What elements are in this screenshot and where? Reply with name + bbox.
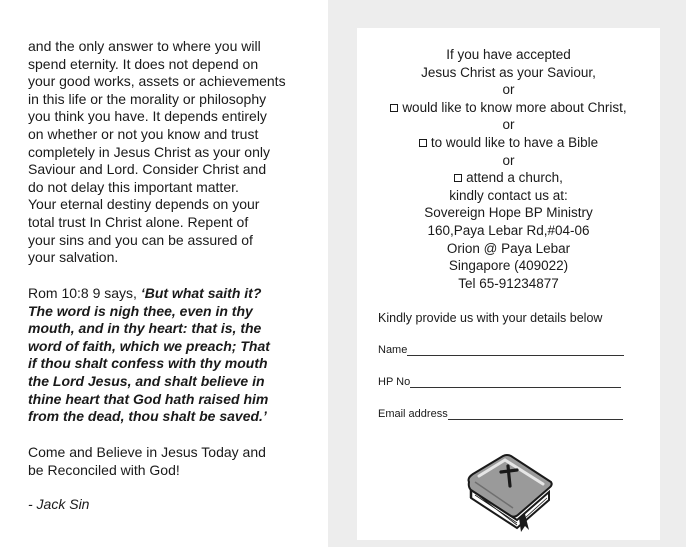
- option-label: to would like to have a Bible: [430, 134, 599, 150]
- verse-quote-line: ‘But what saith it?: [140, 285, 262, 301]
- hp-label: HP No: [378, 376, 411, 388]
- body-paragraph: [28, 38, 328, 267]
- left-page: [0, 0, 328, 547]
- address-line: Singapore (409022): [448, 258, 569, 274]
- paragraph-line: your sins and you can be assured of: [28, 231, 253, 248]
- paragraph-line: you think you have. It depends entirely: [28, 108, 267, 125]
- paragraph-line: spend eternity. It does not depend on: [28, 55, 259, 72]
- paragraph-line: your good works, assets or achievements: [28, 73, 286, 90]
- verse-quote-line: from the dead, thou shalt be saved.’: [28, 408, 267, 425]
- verse-quote-line: The word is nigh thee, even in thy: [28, 302, 253, 319]
- contact-line: or: [502, 117, 515, 133]
- email-field[interactable]: [378, 408, 623, 420]
- telephone: Tel 65-91234877: [458, 275, 559, 291]
- paragraph-line: total trust In Christ alone. Repent of: [28, 213, 249, 230]
- option-church: [357, 169, 660, 187]
- checkbox-icon[interactable]: [419, 139, 427, 147]
- option-label: attend a church,: [466, 170, 563, 186]
- email-label: Email address: [378, 408, 448, 420]
- option-label: would like to know more about Christ,: [402, 99, 627, 115]
- bible-icon: [465, 452, 555, 532]
- contact-line: If you have accepted: [446, 47, 571, 62]
- right-page: [357, 28, 660, 540]
- ministry-name: Sovereign Hope BP Ministry: [424, 205, 593, 221]
- closing-line: be Reconciled with God!: [28, 461, 180, 478]
- paragraph-line: and the only answer to where you will: [28, 38, 261, 54]
- paragraph-line: completely in Jesus Christ as your only: [28, 143, 270, 160]
- name-blank[interactable]: [407, 345, 624, 356]
- contact-line: kindly contact us at:: [449, 187, 568, 203]
- hp-field[interactable]: [378, 376, 621, 388]
- contact-line: Jesus Christ as your Saviour,: [421, 64, 596, 80]
- checkbox-icon[interactable]: [454, 174, 462, 182]
- verse-reference: Rom 10:8 9 says,: [28, 285, 141, 301]
- name-field[interactable]: [378, 344, 624, 356]
- paragraph-line: Your eternal destiny depends on your: [28, 196, 260, 213]
- verse-quote-line: word of faith, which we preach; That: [28, 337, 270, 354]
- name-label: Name: [378, 344, 408, 356]
- verse-quote-line: thine heart that God hath raised him: [28, 390, 269, 407]
- paragraph-line: Saviour and Lord. Consider Christ and: [28, 161, 267, 178]
- option-bible: [357, 134, 660, 152]
- paragraph-line: your salvation.: [28, 249, 119, 266]
- paragraph-line: in this life or the morality or philosophy: [28, 90, 267, 107]
- option-know-more: [357, 99, 660, 117]
- form-intro: Kindly provide us with your details below: [378, 311, 603, 325]
- verse-quote-line: mouth, and in thy heart: that is, the: [28, 320, 262, 337]
- closing-line: Come and Believe in Jesus Today and: [28, 444, 266, 460]
- email-blank[interactable]: [448, 409, 623, 420]
- closing-invitation: [28, 444, 328, 479]
- bible-verse: [28, 285, 328, 426]
- verse-quote-line: the Lord Jesus, and shalt believe in: [28, 372, 265, 389]
- contact-line: or: [502, 82, 515, 98]
- verse-line-first: [28, 285, 328, 303]
- address-line: Orion @ Paya Lebar: [446, 240, 571, 256]
- paragraph-line: do not delay this important matter.: [28, 178, 239, 195]
- contact-block: [357, 46, 660, 292]
- paragraph-line: on whether or not you know and trust: [28, 125, 259, 142]
- author-signature: - Jack Sin: [28, 496, 90, 512]
- hp-blank[interactable]: [410, 377, 621, 388]
- checkbox-icon[interactable]: [390, 104, 398, 112]
- contact-line: or: [502, 152, 515, 168]
- verse-quote-line: if thou shalt confess with thy mouth: [28, 355, 268, 372]
- address-line: 160,Paya Lebar Rd,#04-06: [427, 222, 590, 238]
